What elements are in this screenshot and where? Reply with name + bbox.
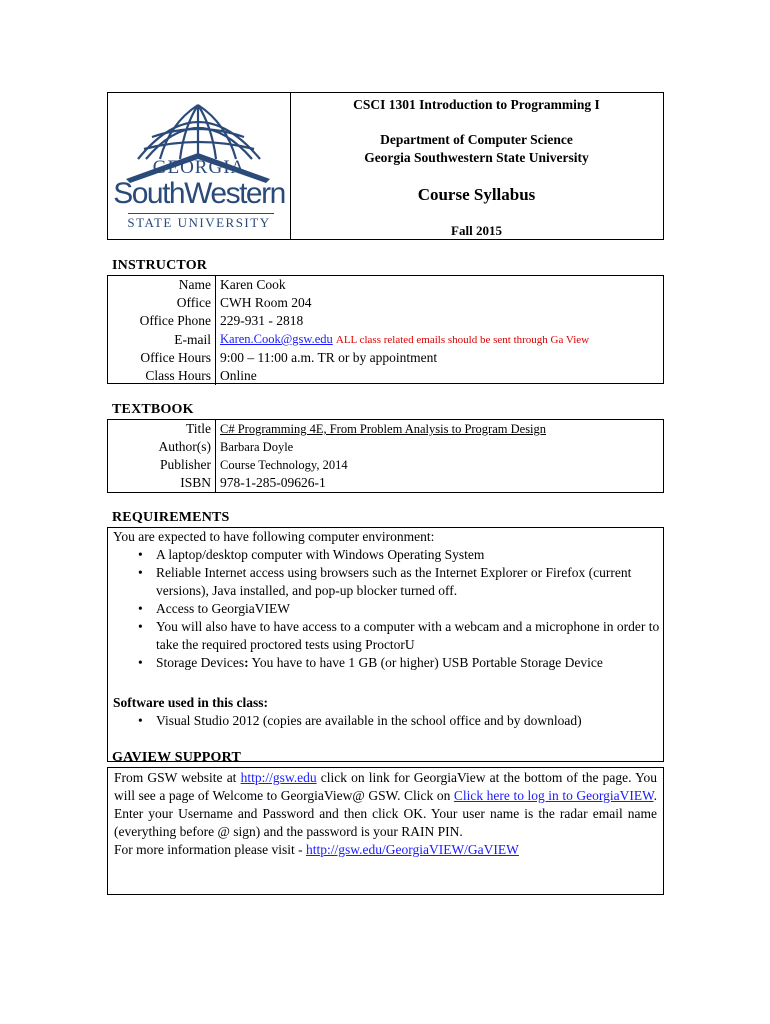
value-office-hours: 9:00 – 11:00 a.m. TR or by appointment: [216, 349, 594, 367]
header-box: [107, 92, 664, 240]
table-row: [107, 420, 550, 438]
gaview-text: click on link for GeorgiaView at the bottom of the page. You will see a page of Welcome to GeorgiaView@ GSW. Click on: [114, 770, 657, 803]
table-row: [107, 474, 550, 492]
table-row: [107, 349, 593, 367]
label-isbn: ISBN: [180, 475, 211, 490]
value-authors: Barbara Doyle: [216, 438, 551, 456]
university-logo: [108, 93, 291, 239]
gaview-more-info: [114, 841, 657, 859]
value-publisher: Course Technology, 2014: [216, 456, 551, 474]
email-note: ALL class related emails should be sent through Ga View: [335, 334, 590, 346]
requirements-list: [108, 546, 660, 672]
software-heading: Software used in this class:: [113, 695, 269, 710]
table-row: [107, 330, 593, 349]
label-class-hours: Class Hours: [145, 368, 211, 383]
table-row: [107, 456, 550, 474]
table-row: [107, 312, 593, 330]
header-title-cell: [291, 93, 663, 239]
gaview-text: From GSW website at: [114, 770, 241, 785]
label-authors: Author(s): [158, 439, 211, 454]
label-office-hours: Office Hours: [140, 350, 211, 365]
list-item: • You will also have to have access to a computer with a webcam and a microphone in order to take the required proctored tests using ProctorU: [108, 618, 660, 654]
gaview-text: For more information please visit -: [114, 842, 306, 857]
list-item: • Storage Devices: You have to have 1 GB (or higher) USB Portable Storage Device: [108, 654, 660, 672]
value-isbn: 978-1-285-09626-1: [216, 474, 551, 492]
instructor-table: [107, 276, 593, 385]
value-title: C# Programming 4E, From Problem Analysis to Program Design: [216, 420, 551, 438]
gaview-heading: GAVIEW SUPPORT: [112, 750, 241, 765]
logo-line-southwestern: SouthWestern: [113, 177, 285, 210]
list-item: • Reliable Internet access using browsers such as the Internet Explorer or Firefox (current versions), Java installed, and pop-up blocker turned off.: [108, 564, 660, 600]
textbook-heading: TEXTBOOK: [112, 402, 194, 417]
value-email: [216, 330, 594, 349]
georgiaview-login-link[interactable]: Click here to log in to GeorgiaVIEW: [453, 788, 654, 803]
value-office: CWH Room 204: [216, 294, 594, 312]
gaview-text: . Enter your Username and Password and then click OK. Your user name is the radar email name (everything before @ sign) and the password is your RAIN PIN.: [114, 788, 657, 839]
gaview-info-link[interactable]: http://gsw.edu/GeorgiaVIEW/GaVIEW: [305, 842, 519, 857]
value-office-phone: 229-931 - 2818: [216, 312, 594, 330]
course-title: CSCI 1301 Introduction to Programming I: [353, 97, 600, 112]
software-list: [108, 712, 660, 730]
gaview-paragraph: [114, 769, 657, 841]
requirements-intro: You are expected to have following computer environment:: [113, 529, 435, 544]
label-office-phone: Office Phone: [139, 313, 211, 328]
value-name: Karen Cook: [216, 276, 594, 294]
logo-line-state-university: STATE UNIVERSITY: [127, 215, 271, 230]
university-name: Georgia Southwestern State University: [364, 150, 589, 165]
list-item: • Access to GeorgiaVIEW: [108, 600, 660, 618]
logo-divider: [128, 213, 274, 214]
label-name: Name: [178, 277, 211, 292]
label-office: Office: [176, 295, 211, 310]
label-publisher: Publisher: [159, 457, 211, 472]
department-name: Department of Computer Science: [380, 132, 573, 147]
logo-line-georgia: GEORGIA: [152, 157, 246, 178]
table-row: [107, 294, 593, 312]
table-row: [107, 276, 593, 294]
list-item: • Visual Studio 2012 (copies are available in the school office and by download): [108, 712, 660, 730]
table-row: [107, 438, 550, 456]
list-item: • A laptop/desktop computer with Windows Operating System: [108, 546, 660, 564]
document-title: Course Syllabus: [417, 185, 536, 204]
email-link[interactable]: Karen.Cook@gsw.edu: [220, 332, 333, 346]
label-title: Title: [185, 421, 211, 436]
gsw-link[interactable]: http://gsw.edu: [240, 770, 317, 785]
label-email: E-mail: [174, 331, 211, 347]
requirements-heading: REQUIREMENTS: [112, 510, 230, 525]
value-class-hours: Online: [216, 367, 594, 385]
term: Fall 2015: [451, 223, 502, 238]
requirements-box: [107, 527, 664, 762]
instructor-heading: INSTRUCTOR: [112, 258, 208, 273]
table-row: [107, 367, 593, 385]
textbook-table: [107, 420, 550, 492]
gaview-box: [107, 767, 664, 895]
